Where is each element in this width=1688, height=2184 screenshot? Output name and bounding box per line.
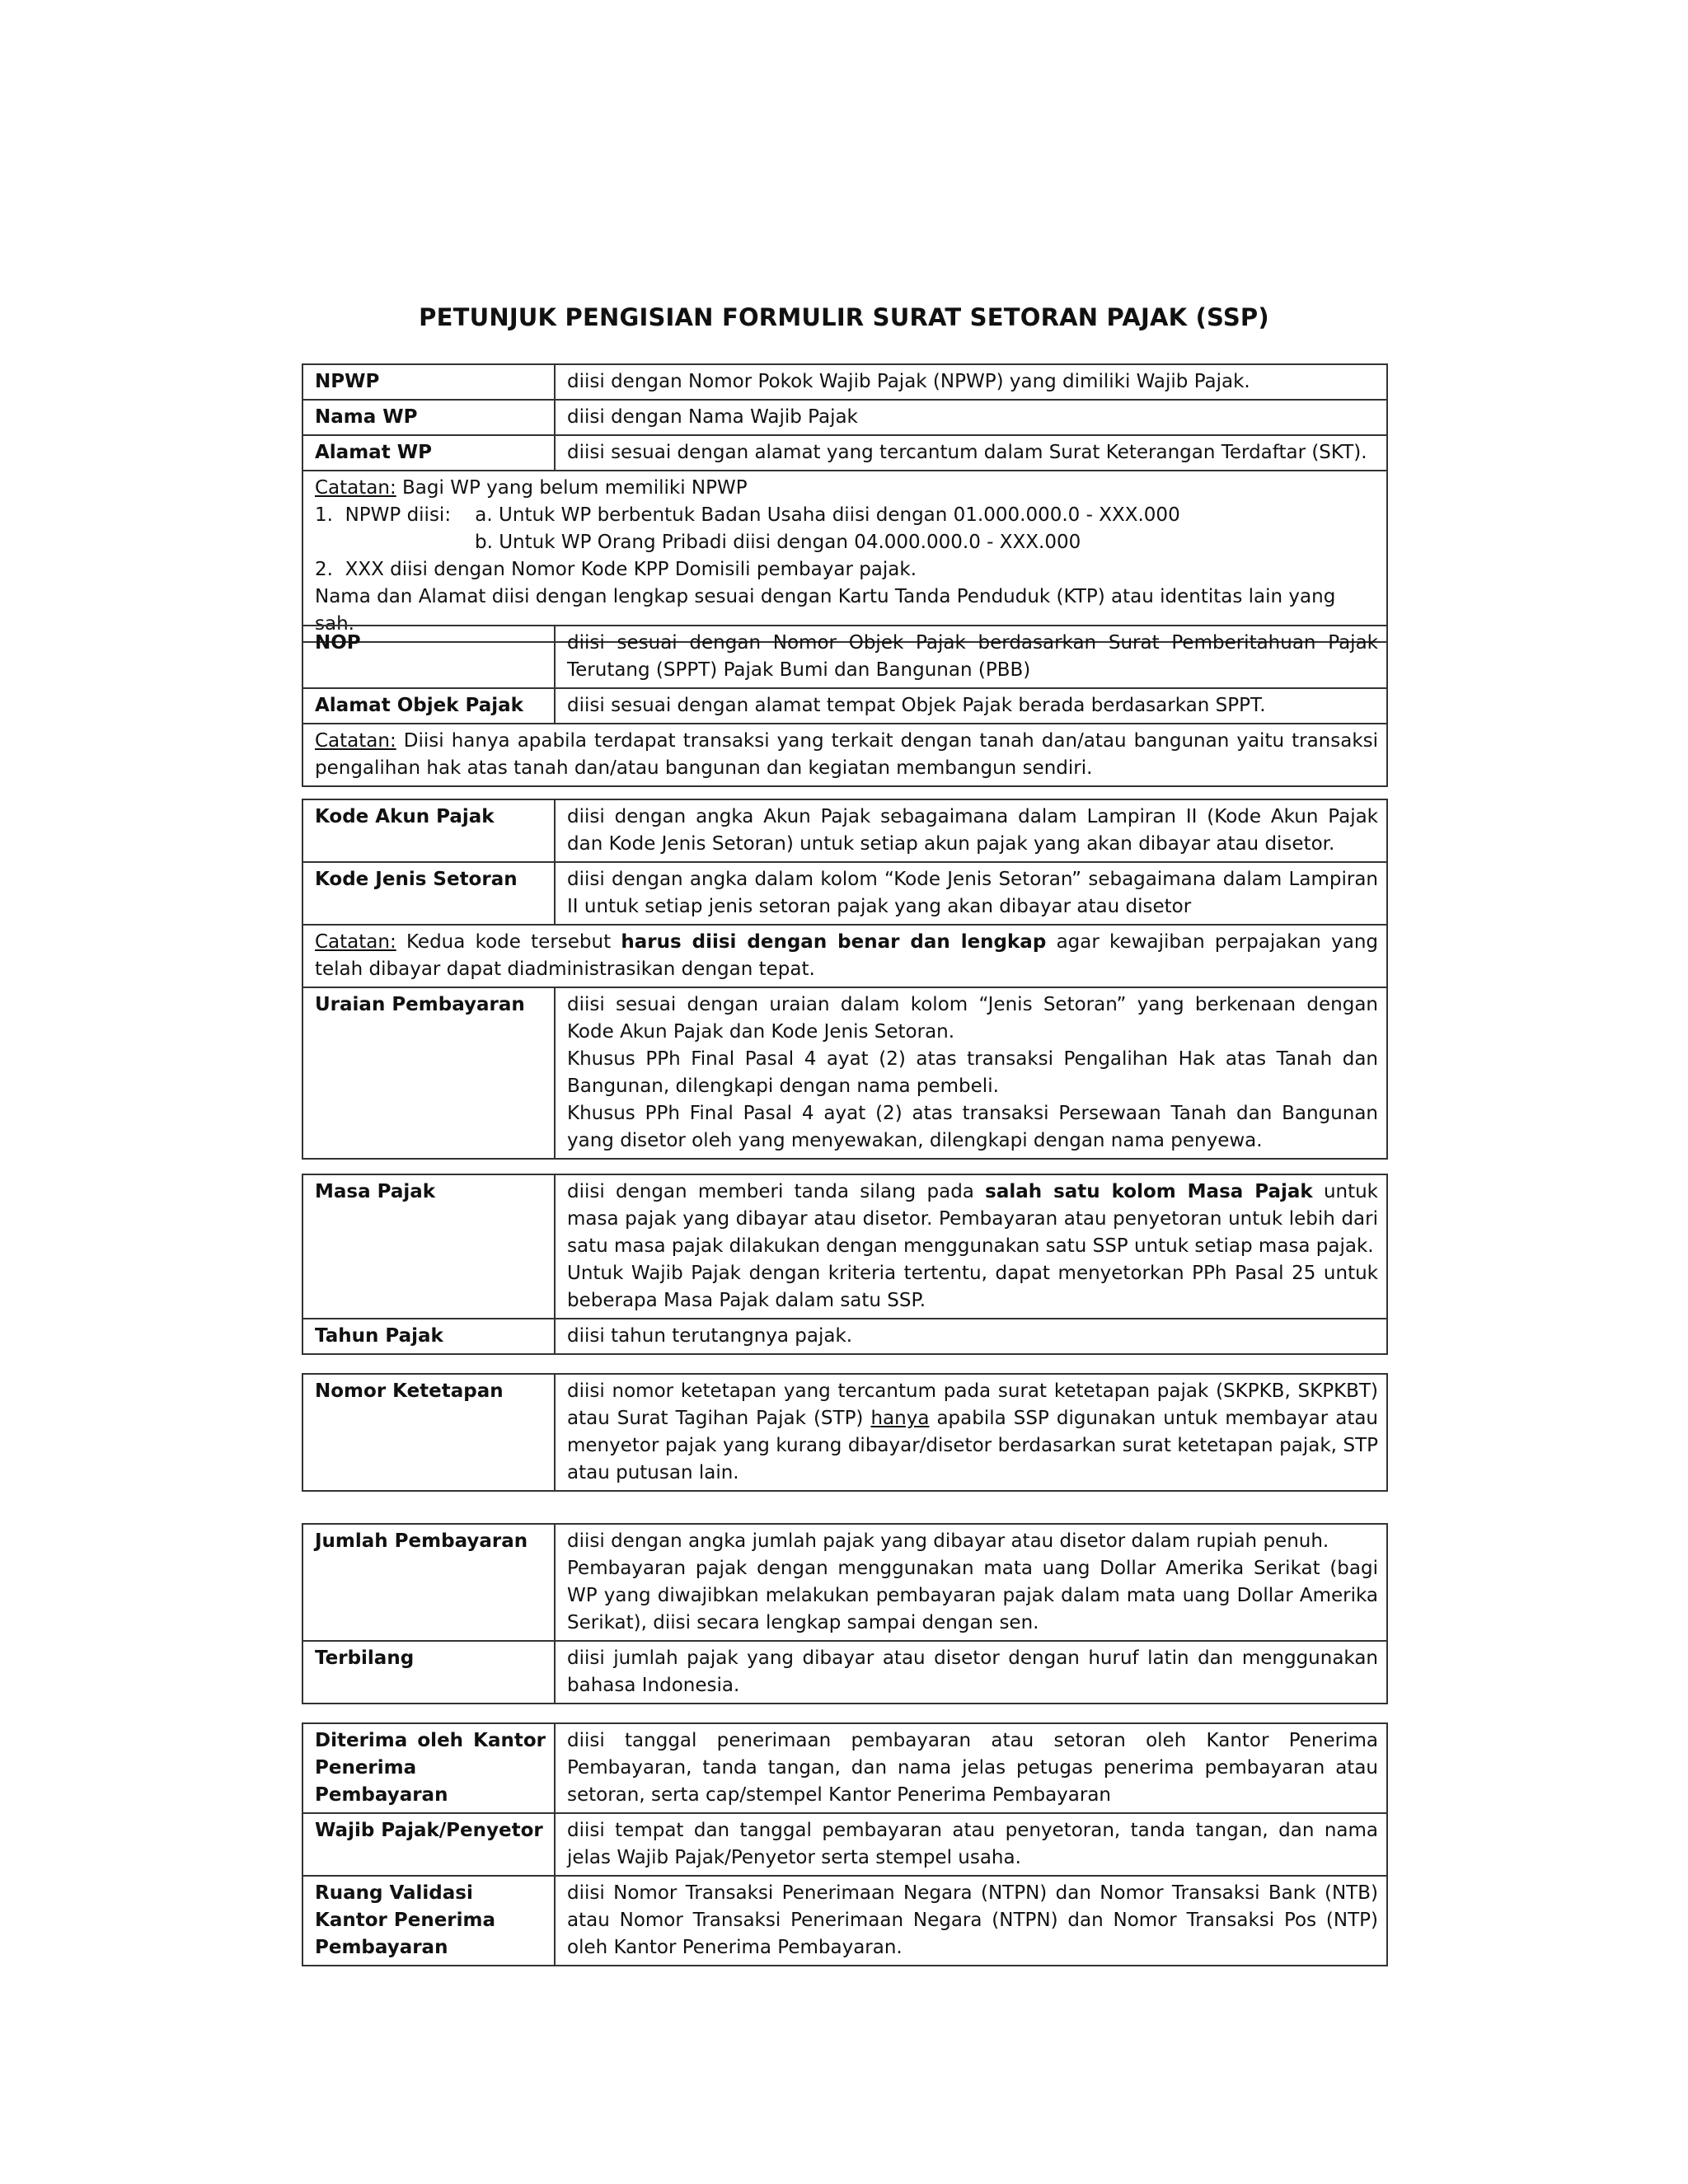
desc-terbilang: diisi jumlah pajak yang dibayar atau disetor dengan huruf latin dan menggunakan bahasa Indonesia. <box>555 1641 1387 1704</box>
label-terbilang: Terbilang <box>302 1641 555 1704</box>
row-nop <box>302 626 1387 688</box>
label-nop: NOP <box>302 626 555 688</box>
note-npwp-line-4: Nama dan Alamat diisi dengan lengkap sesuai dengan Kartu Tanda Penduduk (KTP) atau identitas lain yang sah. <box>315 586 1336 635</box>
row-uraian-pembayaran <box>302 987 1387 1159</box>
section-masa-tahun-pajak <box>302 1174 1388 1355</box>
label-diterima-oleh: Diterima oleh Kantor Penerima Pembayaran <box>302 1723 555 1813</box>
row-jumlah-pembayaran <box>302 1524 1387 1641</box>
label-kode-akun-pajak: Kode Akun Pajak <box>302 799 555 862</box>
row-catatan-kode <box>302 925 1387 987</box>
desc-masa-pajak: diisi dengan memberi tanda silang pada salah satu kolom Masa Pajak untuk masa pajak yang dibayar atau disetor. Pembayaran atau penyetoran untuk lebih dari satu masa pajak dilakukan dengan menggunakan satu SSP untuk setiap masa pajak. Untuk Wajib Pajak dengan kriteria tertentu, dapat menyetorkan PPh Pasal 25 untuk beberapa Masa Pajak dalam satu SSP. <box>555 1174 1387 1319</box>
desc-wajib-pajak-penyetor: diisi tempat dan tanggal pembayaran atau penyetoran, tanda tangan, dan nama jelas Wajib Pajak/Penyetor serta stempel usaha. <box>555 1813 1387 1876</box>
label-wajib-pajak-penyetor: Wajib Pajak/Penyetor <box>302 1813 555 1876</box>
desc-tahun-pajak: diisi tahun terutangnya pajak. <box>555 1319 1387 1354</box>
desc-nomor-ketetapan: diisi nomor ketetapan yang tercantum pada surat ketetapan pajak (SKPKB, SKPKBT) atau Surat Tagihan Pajak (STP) hanya apabila SSP digunakan untuk membayar atau menyetor pajak yang kurang dibayar/disetor berdasarkan surat ketetapan pajak, STP atau putusan lain. <box>555 1374 1387 1491</box>
label-tahun-pajak: Tahun Pajak <box>302 1319 555 1354</box>
section-objek-pajak <box>302 625 1388 787</box>
label-alamat-objek-pajak: Alamat Objek Pajak <box>302 688 555 724</box>
desc-alamat-wp: diisi sesuai dengan alamat yang tercantum dalam Surat Keterangan Terdaftar (SKT). <box>555 435 1387 471</box>
note-npwp-line-2: b. Untuk WP Orang Pribadi diisi dengan 04.000.000.0 - XXX.000 <box>475 532 1081 553</box>
section-validasi <box>302 1722 1388 1966</box>
row-nomor-ketetapan <box>302 1374 1387 1491</box>
desc-uraian-pembayaran: diisi sesuai dengan uraian dalam kolom “Jenis Setoran” yang berkenaan dengan Kode Akun Pajak dan Kode Jenis Setoran. Khusus PPh Final Pasal 4 ayat (2) atas transaksi Pengalihan Hak atas Tanah dan Bangunan, dilengkapi dengan nama pembeli. Khusus PPh Final Pasal 4 ayat (2) atas transaksi Persewaan Tanah dan Bangunan yang disetor oleh yang menyewakan, dilengkapi dengan nama penyewa. <box>555 987 1387 1159</box>
row-nama-wp <box>302 400 1387 435</box>
label-nomor-ketetapan: Nomor Ketetapan <box>302 1374 555 1491</box>
row-catatan-nop <box>302 724 1387 786</box>
section-identitas-wp <box>302 363 1388 643</box>
note-nop: Catatan: Diisi hanya apabila terdapat transaksi yang terkait dengan tanah dan/atau bangunan yaitu transaksi pengalihan hak atas tanah dan/atau bangunan dan kegiatan membangun sendiri. <box>302 724 1387 786</box>
page-title: PETUNJUK PENGISIAN FORMULIR SURAT SETORAN PAJAK (SSP) <box>419 303 1269 331</box>
row-tahun-pajak <box>302 1319 1387 1354</box>
desc-alamat-objek-pajak: diisi sesuai dengan alamat tempat Objek Pajak berada berdasarkan SPPT. <box>555 688 1387 724</box>
row-kode-jenis-setoran <box>302 862 1387 925</box>
row-kode-akun-pajak <box>302 799 1387 862</box>
row-terbilang <box>302 1641 1387 1704</box>
label-masa-pajak: Masa Pajak <box>302 1174 555 1319</box>
label-jumlah-pembayaran: Jumlah Pembayaran <box>302 1524 555 1641</box>
row-alamat-wp <box>302 435 1387 471</box>
section-jumlah-pembayaran <box>302 1523 1388 1704</box>
desc-nop: diisi sesuai dengan Nomor Objek Pajak berdasarkan Surat Pemberitahuan Pajak Terutang (SPPT) Pajak Bumi dan Bangunan (PBB) <box>555 626 1387 688</box>
label-ruang-validasi: Ruang Validasi Kantor Penerima Pembayaran <box>302 1876 555 1966</box>
row-alamat-objek-pajak <box>302 688 1387 724</box>
desc-kode-akun-pajak: diisi dengan angka Akun Pajak sebagaimana dalam Lampiran II (Kode Akun Pajak dan Kode Jenis Setoran) untuk setiap akun pajak yang akan dibayar atau disetor. <box>555 799 1387 862</box>
row-npwp <box>302 364 1387 400</box>
note-npwp <box>302 471 1387 642</box>
label-kode-jenis-setoran: Kode Jenis Setoran <box>302 862 555 925</box>
label-uraian-pembayaran: Uraian Pembayaran <box>302 987 555 1159</box>
desc-npwp: diisi dengan Nomor Pokok Wajib Pajak (NPWP) yang dimiliki Wajib Pajak. <box>555 364 1387 400</box>
label-nama-wp: Nama WP <box>302 400 555 435</box>
section-kode-pajak <box>302 799 1388 1160</box>
row-catatan-npwp <box>302 471 1387 642</box>
row-wajib-pajak-penyetor <box>302 1813 1387 1876</box>
note-npwp-line-1: 1. NPWP diisi: a. Untuk WP berbentuk Badan Usaha diisi dengan 01.000.000.0 - XXX.000 <box>315 504 1180 526</box>
row-diterima-oleh <box>302 1723 1387 1813</box>
desc-jumlah-pembayaran: diisi dengan angka jumlah pajak yang dibayar atau disetor dalam rupiah penuh. Pembayaran pajak dengan menggunakan mata uang Dollar Amerika Serikat (bagi WP yang diwajibkan melakukan pembayaran pajak dalam mata uang Dollar Amerika Serikat), diisi secara lengkap sampai dengan sen. <box>555 1524 1387 1641</box>
section-nomor-ketetapan <box>302 1373 1388 1492</box>
row-masa-pajak <box>302 1174 1387 1319</box>
note-npwp-line-3: 2. XXX diisi dengan Nomor Kode KPP Domisili pembayar pajak. <box>315 559 917 580</box>
desc-diterima-oleh: diisi tanggal penerimaan pembayaran atau setoran oleh Kantor Penerima Pembayaran, tanda tangan, dan nama jelas petugas penerima pembayaran atau setoran, serta cap/stempel Kantor Penerima Pembayaran <box>555 1723 1387 1813</box>
desc-kode-jenis-setoran: diisi dengan angka dalam kolom “Kode Jenis Setoran” sebagaimana dalam Lampiran II untuk setiap jenis setoran pajak yang akan dibayar atau disetor <box>555 862 1387 925</box>
row-ruang-validasi <box>302 1876 1387 1966</box>
label-npwp: NPWP <box>302 364 555 400</box>
label-alamat-wp: Alamat WP <box>302 435 555 471</box>
desc-ruang-validasi: diisi Nomor Transaksi Penerimaan Negara (NTPN) dan Nomor Transaksi Bank (NTB) atau Nomor Transaksi Penerimaan Negara (NTPN) dan Nomor Transaksi Pos (NTP) oleh Kantor Penerima Pembayaran. <box>555 1876 1387 1966</box>
desc-nama-wp: diisi dengan Nama Wajib Pajak <box>555 400 1387 435</box>
note-npwp-intro: Catatan: Bagi WP yang belum memiliki NPWP <box>315 477 748 499</box>
note-kode: Catatan: Kedua kode tersebut harus diisi dengan benar dan lengkap agar kewajiban perpajakan yang telah dibayar dapat diadministrasikan dengan tepat. <box>302 925 1387 987</box>
